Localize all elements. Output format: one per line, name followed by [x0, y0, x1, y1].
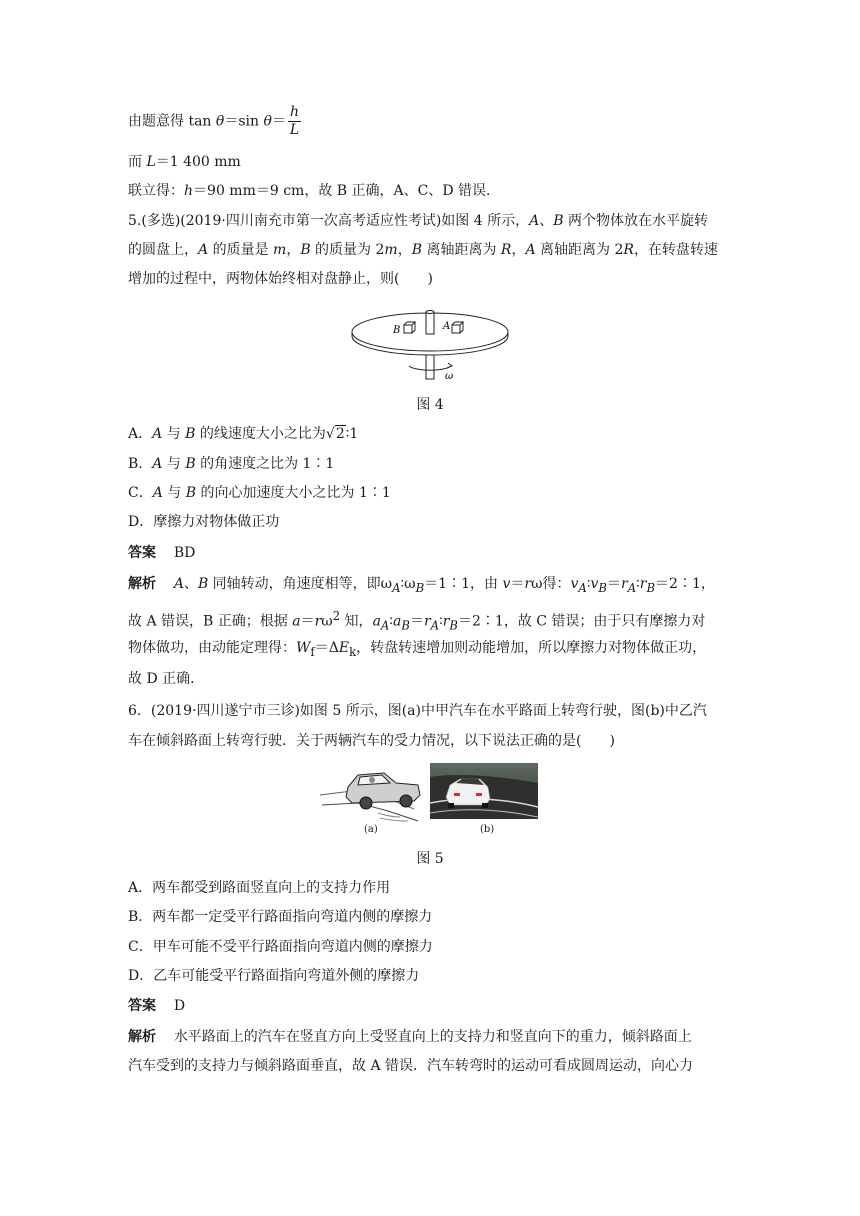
q5-stem-line3: 增加的过程中，两物体始终相对盘静止，则( ): [128, 271, 433, 287]
solution-result: 联立得：h＝90 mm＝9 cm，故 B 正确，A、C、D 错误．: [128, 183, 501, 199]
q6-stem-line2: 车在倾斜路面上转弯行驶．关于两辆汽车的受力情况，以下说法正确的是( ): [128, 733, 615, 749]
q5-analysis-line4: 故 D 正确．: [128, 671, 205, 687]
label-a: A: [443, 321, 451, 332]
q5-stem-line2: 的圆盘上，A 的质量是 m，B 的质量为 2m，B 离轴距离为 R，A 离轴距离为 2R，在转盘转速: [128, 242, 718, 258]
car-a-front-wheel: [360, 797, 372, 809]
disk-edge: [352, 332, 508, 355]
analysis-label: 解析: [128, 576, 156, 592]
axle-bottom: [426, 355, 434, 379]
fraction-h-over-l: $\frac{h}{L}$: [289, 104, 300, 138]
figure-a-label: (a): [364, 824, 378, 835]
banked-road-car-photo: [430, 763, 538, 819]
q6-analysis-line2: 汽车受到的支持力与倾斜路面垂直，故 A 错误．汽车转弯时的运动可看成圆周运动，向心力: [128, 1058, 694, 1074]
car-a-rear-wheel: [400, 795, 412, 807]
q6-analysis-line1: 解析 水平路面上的汽车在竖直方向上受竖直向上的支持力和竖直向下的重力，倾斜路面上: [128, 1029, 692, 1045]
figure-4-caption: 图 4: [416, 397, 444, 413]
figure-b-label: (b): [480, 824, 495, 835]
q5-analysis-line1: 解析 A、B 同轴转动，角速度相等，即$\omega_A∶\omega_B=1∶1$，由 v＝rω得：$v_A∶v_B=r_A∶r_B=2∶1$，: [128, 576, 715, 595]
q6-option-c: C．甲车可能不受平行路面指向弯道内侧的摩擦力: [128, 939, 433, 955]
q6-option-b: B．两车都一定受平行路面指向弯道内侧的摩擦力: [128, 909, 433, 925]
answer-label: 答案: [128, 545, 156, 561]
given-length: 而 L＝1 400 mm: [128, 154, 241, 170]
q5-option-c: C．A 与 B 的向心加速度大小之比为 1∶1: [128, 485, 391, 501]
rotating-disk-figure: [345, 304, 515, 386]
analysis-label: 解析: [128, 1029, 156, 1045]
q5-option-d: D．摩擦力对物体做正功: [128, 514, 280, 530]
equation-tan-sin: 由题意得 tan θ＝sin θ＝ $\frac{h}{L}$: [128, 104, 300, 138]
block-a: [452, 322, 463, 333]
label-b: B: [393, 325, 401, 336]
q5-answer: [128, 543, 195, 563]
answer-value: BD: [173, 545, 196, 561]
q6-stem-line1: 6．(2019·四川遂宁市三诊)如图 5 所示，图(a)中甲汽车在水平路面上转弯行驶，图(b)中乙汽: [128, 703, 707, 719]
q5-analysis-line3: 物体做功，由动能定理得：$W_f=\Delta E_k$，转盘转速增加则动能增加，所以摩擦力对物体做正功，: [128, 640, 707, 659]
sqrt-symbol: √2: [325, 426, 345, 442]
answer-label: 答案: [128, 998, 156, 1014]
q5-stem-line1: 5.(多选)(2019·四川南充市第一次高考适应性考试)如图 4 所示，A、B 两个物体放在水平旋转: [128, 213, 708, 229]
q5-analysis-line2: 故 A 错误，B 正确；根据 $a=r\omega^2$ 知，$a_A∶a_B=r_A∶r_B=2∶1$，故 C 错误；由于只有摩擦力对: [128, 609, 706, 633]
figure-5-caption: 图 5: [416, 851, 444, 867]
block-b: [404, 322, 415, 333]
answer-value: D: [173, 998, 186, 1014]
axle-top: [426, 312, 434, 334]
q5-option-b: B．A 与 B 的角速度之比为 1∶1: [128, 456, 335, 472]
q6-answer: [128, 996, 185, 1016]
flat-road-car-figure: [318, 765, 428, 823]
q6-option-d: D．乙车可能受平行路面指向弯道外侧的摩擦力: [128, 968, 420, 984]
q6-option-a: A．两车都受到路面竖直向上的支持力作用: [128, 880, 391, 896]
label-omega: ω: [445, 371, 454, 382]
q5-option-a: A．A 与 B 的线速度大小之比为√2∶1: [128, 426, 359, 442]
